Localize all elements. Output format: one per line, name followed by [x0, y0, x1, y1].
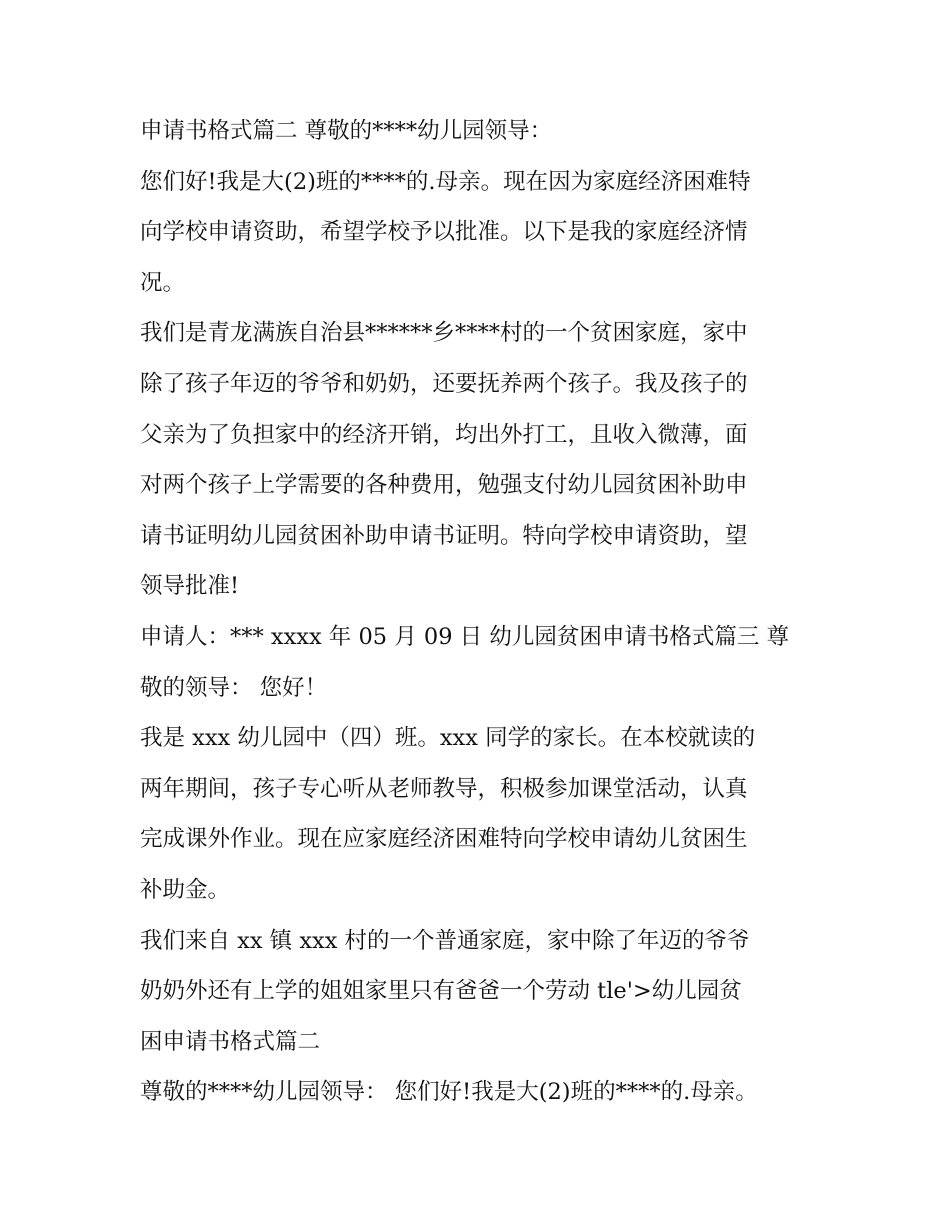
text-line: 父亲为了负担家中的经济开销，均出外打工，且收入微薄，面: [140, 421, 748, 448]
text-line: 我是 xxx 幼儿园中（四）班。xxx 同学的家长。在本校就读的: [140, 725, 756, 752]
text-line: 补助金。: [140, 876, 231, 903]
document-body: [140, 106, 820, 1118]
text-line: 对两个孩子上学需要的各种费用，勉强支付幼儿园贫困补助申: [140, 472, 748, 499]
text-line: 请书证明幼儿园贫困补助申请书证明。特向学校申请资助，望: [140, 522, 748, 549]
text-line: 向学校申请资助，希望学校予以批准。以下是我的家庭经济情: [140, 219, 748, 246]
text-line: 敬的领导： 您好！: [140, 674, 328, 701]
text-line: 您们好!我是大(2)班的****的.母亲。现在因为家庭经济困难特: [140, 168, 751, 195]
text-line: 困申请书格式篇二: [140, 1028, 321, 1055]
text-line: 完成课外作业。现在应家庭经济困难特向学校申请幼儿贫困生: [140, 826, 748, 853]
text-line: 领导批准!: [140, 573, 240, 600]
text-line: 我们是青龙满族自治县******乡****村的一个贫困家庭，家中: [140, 320, 748, 347]
text-line: 申请人：*** xxxx 年 05 月 09 日 幼儿园贫困申请书格式篇三 尊: [140, 623, 789, 650]
text-line: 两年期间，孩子专心听从老师教导，积极参加课堂活动，认真: [140, 775, 748, 802]
text-line: 除了孩子年迈的爷爷和奶奶，还要抚养两个孩子。我及孩子的: [140, 370, 748, 397]
text-line: 申请书格式篇二 尊敬的****幼儿园领导：: [140, 118, 553, 144]
text-line: 尊敬的****幼儿园领导： 您们好!我是大(2)班的****的.母亲。: [140, 1079, 758, 1106]
text-line: 况。: [140, 269, 186, 296]
text-line: 我们来自 xx 镇 xxx 村的一个普通家庭，家中除了年迈的爷爷: [140, 927, 750, 954]
text-line: 奶奶外还有上学的姐姐家里只有爸爸一个劳动 tle'>幼儿园贫: [140, 978, 742, 1005]
